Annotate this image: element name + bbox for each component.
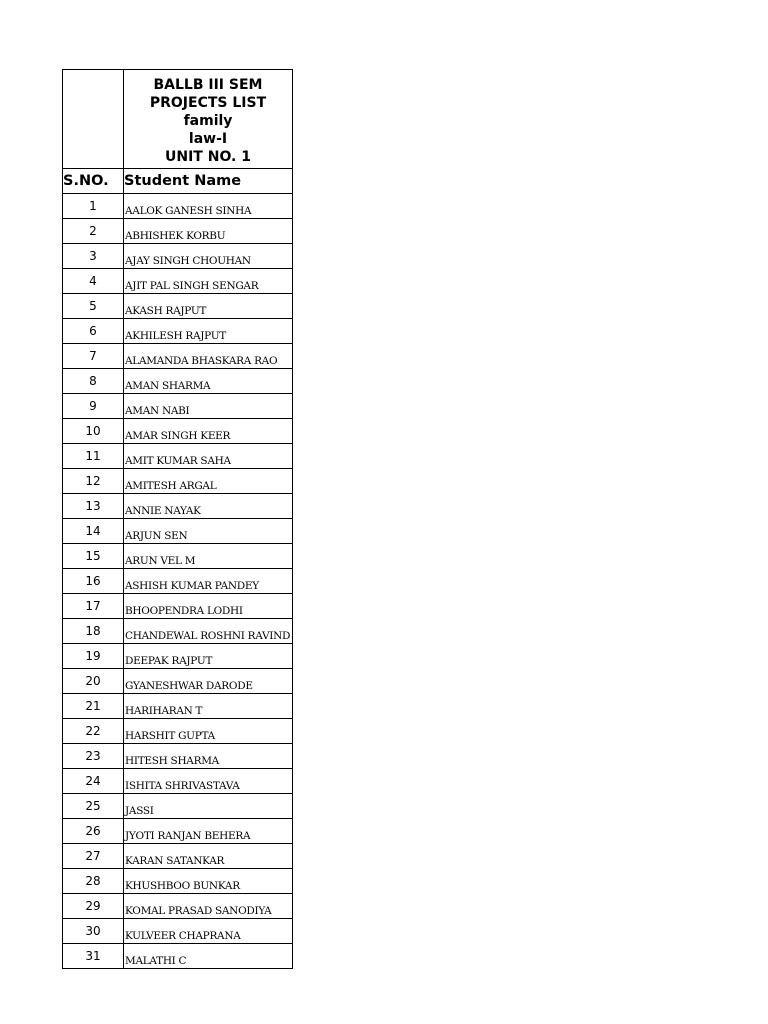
student-name-cell: ASHISH KUMAR PANDEY — [124, 569, 293, 594]
student-name-cell: HITESH SHARMA — [124, 744, 293, 769]
table-row — [63, 544, 293, 569]
serial-number-cell: 23 — [63, 744, 124, 769]
student-name-cell: KULVEER CHAPRANA — [124, 919, 293, 944]
serial-number-cell: 6 — [63, 319, 124, 344]
student-name-cell: MALATHI C — [124, 944, 293, 969]
table-row — [63, 944, 293, 969]
student-name-cell: DEEPAK RAJPUT — [124, 644, 293, 669]
table-row — [63, 244, 293, 269]
table-row — [63, 194, 293, 219]
title-blank-cell — [63, 70, 124, 169]
serial-number-cell: 18 — [63, 619, 124, 644]
table-row — [63, 394, 293, 419]
student-name-cell: KHUSHBOO BUNKAR — [124, 869, 293, 894]
student-name-cell: ALAMANDA BHASKARA RAO — [124, 344, 293, 369]
serial-number-cell: 25 — [63, 794, 124, 819]
sheet-title — [124, 70, 293, 169]
table-row — [63, 719, 293, 744]
student-name-cell: ANNIE NAYAK — [124, 494, 293, 519]
title-line: UNIT NO. 1 — [165, 149, 251, 165]
student-name-cell: AALOK GANESH SINHA — [124, 194, 293, 219]
table-row — [63, 219, 293, 244]
table-row — [63, 919, 293, 944]
table-row — [63, 619, 293, 644]
student-name-cell: AMAR SINGH KEER — [124, 419, 293, 444]
table-row — [63, 344, 293, 369]
student-name-cell: AKASH RAJPUT — [124, 294, 293, 319]
title-line: BALLB III SEM — [153, 77, 263, 93]
table-row — [63, 769, 293, 794]
table-row — [63, 569, 293, 594]
student-name-cell: GYANESHWAR DARODE — [124, 669, 293, 694]
table-row — [63, 744, 293, 769]
table-row — [63, 294, 293, 319]
student-list-table — [62, 69, 293, 969]
student-name-cell: AMAN NABI — [124, 394, 293, 419]
serial-number-cell: 5 — [63, 294, 124, 319]
student-name-header: Student Name — [124, 169, 293, 194]
student-name-cell: AMITESH ARGAL — [124, 469, 293, 494]
serial-number-cell: 22 — [63, 719, 124, 744]
table-row — [63, 469, 293, 494]
serial-number-cell: 27 — [63, 844, 124, 869]
title-line: law-I — [188, 131, 228, 147]
student-name-cell: KOMAL PRASAD SANODIYA — [124, 894, 293, 919]
table-row — [63, 594, 293, 619]
serial-number-cell: 12 — [63, 469, 124, 494]
table-row — [63, 444, 293, 469]
table-row — [63, 319, 293, 344]
serial-number-cell: 15 — [63, 544, 124, 569]
serial-number-cell: 26 — [63, 819, 124, 844]
serial-number-cell: 8 — [63, 369, 124, 394]
student-name-cell: AJIT PAL SINGH SENGAR — [124, 269, 293, 294]
serial-number-cell: 13 — [63, 494, 124, 519]
serial-number-cell: 30 — [63, 919, 124, 944]
student-name-cell: AMIT KUMAR SAHA — [124, 444, 293, 469]
serial-number-cell: 19 — [63, 644, 124, 669]
student-name-cell: ARUN VEL M — [124, 544, 293, 569]
sno-header: S.NO. — [63, 169, 124, 194]
student-name-cell: HARSHIT GUPTA — [124, 719, 293, 744]
student-name-cell: BHOOPENDRA LODHI — [124, 594, 293, 619]
student-name-cell: KARAN SATANKAR — [124, 844, 293, 869]
student-name-cell: ISHITA SHRIVASTAVA — [124, 769, 293, 794]
serial-number-cell: 17 — [63, 594, 124, 619]
serial-number-cell: 3 — [63, 244, 124, 269]
table-row — [63, 794, 293, 819]
student-name-cell: ARJUN SEN — [124, 519, 293, 544]
table-row — [63, 494, 293, 519]
student-name-cell: JASSI — [124, 794, 293, 819]
title-line: PROJECTS LIST family — [149, 95, 267, 129]
table-row — [63, 869, 293, 894]
table-row — [63, 519, 293, 544]
table-row — [63, 419, 293, 444]
table-row — [63, 819, 293, 844]
title-row — [63, 70, 293, 169]
student-name-cell: ABHISHEK KORBU — [124, 219, 293, 244]
serial-number-cell: 4 — [63, 269, 124, 294]
header-row — [63, 169, 293, 194]
table-row — [63, 644, 293, 669]
table-row — [63, 694, 293, 719]
student-name-cell: AMAN SHARMA — [124, 369, 293, 394]
serial-number-cell: 20 — [63, 669, 124, 694]
table-row — [63, 269, 293, 294]
table-row — [63, 369, 293, 394]
serial-number-cell: 14 — [63, 519, 124, 544]
serial-number-cell: 10 — [63, 419, 124, 444]
serial-number-cell: 11 — [63, 444, 124, 469]
table-row — [63, 894, 293, 919]
serial-number-cell: 24 — [63, 769, 124, 794]
student-name-cell: JYOTI RANJAN BEHERA — [124, 819, 293, 844]
serial-number-cell: 1 — [63, 194, 124, 219]
serial-number-cell: 9 — [63, 394, 124, 419]
serial-number-cell: 16 — [63, 569, 124, 594]
student-name-cell: AJAY SINGH CHOUHAN — [124, 244, 293, 269]
table-row — [63, 669, 293, 694]
table-row — [63, 844, 293, 869]
serial-number-cell: 21 — [63, 694, 124, 719]
serial-number-cell: 29 — [63, 894, 124, 919]
student-name-cell: AKHILESH RAJPUT — [124, 319, 293, 344]
serial-number-cell: 28 — [63, 869, 124, 894]
student-name-cell: HARIHARAN T — [124, 694, 293, 719]
student-name-cell: CHANDEWAL ROSHNI RAVIND — [124, 619, 293, 644]
serial-number-cell: 2 — [63, 219, 124, 244]
serial-number-cell: 31 — [63, 944, 124, 969]
serial-number-cell: 7 — [63, 344, 124, 369]
